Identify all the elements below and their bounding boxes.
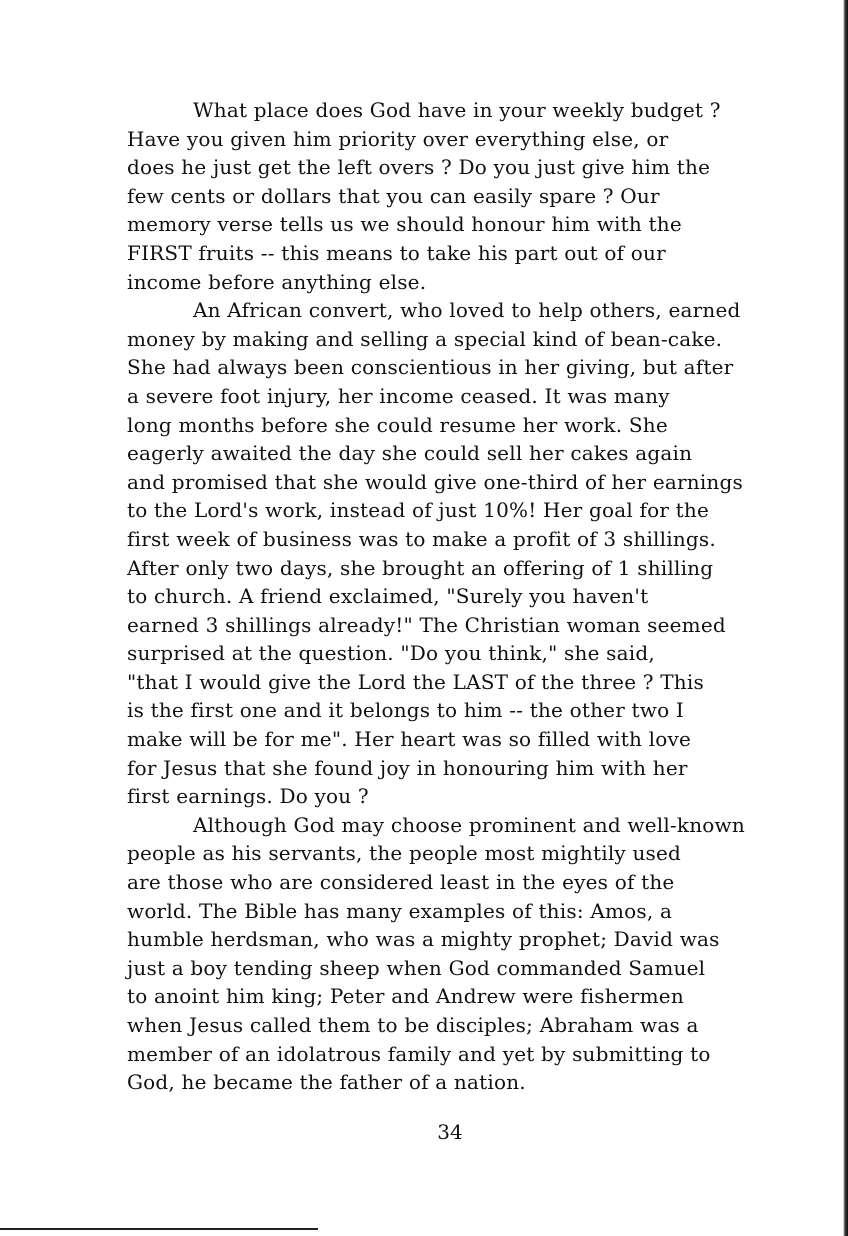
text-line: for Jesus that she found joy in honouring him with her	[127, 755, 688, 780]
text-line: is the first one and it belongs to him -- the other two I	[127, 698, 684, 723]
paragraph	[127, 96, 817, 296]
text-line: earned 3 shillings already!" The Christian woman seemed	[127, 612, 726, 637]
text-line: She had always been conscientious in her giving, but after	[127, 355, 734, 380]
text-line: surprised at the question. "Do you think," she said,	[127, 641, 655, 666]
text-line: income before anything else.	[127, 269, 427, 294]
page-number: 34	[437, 1120, 463, 1144]
text-line: Although God may choose prominent and well-known	[193, 812, 745, 837]
text-line: to the Lord's work, instead of just 10%! Her goal for the	[127, 498, 710, 523]
text-line: people as his servants, the people most mightily used	[127, 841, 682, 866]
text-line: God, he became the father of a nation.	[127, 1070, 526, 1095]
text-line: After only two days, she brought an offering of 1 shilling	[127, 555, 714, 580]
text-line: first week of business was to make a profit of 3 shillings.	[127, 526, 716, 551]
text-line: first earnings. Do you ?	[127, 784, 369, 809]
text-line: to church. A friend exclaimed, "Surely you haven't	[127, 584, 649, 609]
text-line: just a boy tending sheep when God commanded Samuel	[127, 955, 706, 980]
body-text	[127, 96, 817, 1097]
text-line: Have you given him priority over everything else, or	[127, 126, 669, 151]
text-line: when Jesus called them to be disciples; Abraham was a	[127, 1013, 699, 1037]
text-line: to anoint him king; Peter and Andrew were fishermen	[127, 984, 684, 1009]
text-line: and promised that she would give one-third of her earnings	[127, 469, 743, 494]
text-line: make will be for me". Her heart was so filled with love	[127, 727, 692, 752]
text-line: does he just get the left overs ? Do you just give him the	[127, 155, 711, 180]
text-line: long months before she could resume her work. She	[127, 412, 668, 437]
text-line: An African convert, who loved to help others, earned	[193, 298, 741, 323]
text-line: money by making and selling a special kind of bean-cake.	[127, 326, 723, 351]
text-line: FIRST fruits -- this means to take his part out of our	[127, 240, 666, 265]
bottom-rule	[0, 1228, 318, 1230]
text-line: a severe foot injury, her income ceased. It was many	[127, 383, 670, 408]
text-line: memory verse tells us we should honour him with the	[127, 212, 682, 237]
paragraph	[127, 811, 817, 1097]
text-line: member of an idolatrous family and yet by submitting to	[127, 1041, 711, 1066]
paragraph	[127, 296, 817, 811]
text-line: are those who are considered least in the eyes of the	[127, 870, 675, 895]
text-line: eagerly awaited the day she could sell her cakes again	[127, 441, 693, 466]
page-edge-shadow	[843, 0, 848, 1236]
text-line: humble herdsman, who was a mighty prophet; David was	[127, 927, 720, 952]
text-line: "that I would give the Lord the LAST of the three ? This	[127, 669, 704, 694]
text-line: few cents or dollars that you can easily spare ? Our	[127, 183, 660, 208]
text-line: world. The Bible has many examples of this: Amos, a	[127, 898, 673, 923]
text-line: What place does God have in your weekly budget ?	[193, 98, 721, 122]
